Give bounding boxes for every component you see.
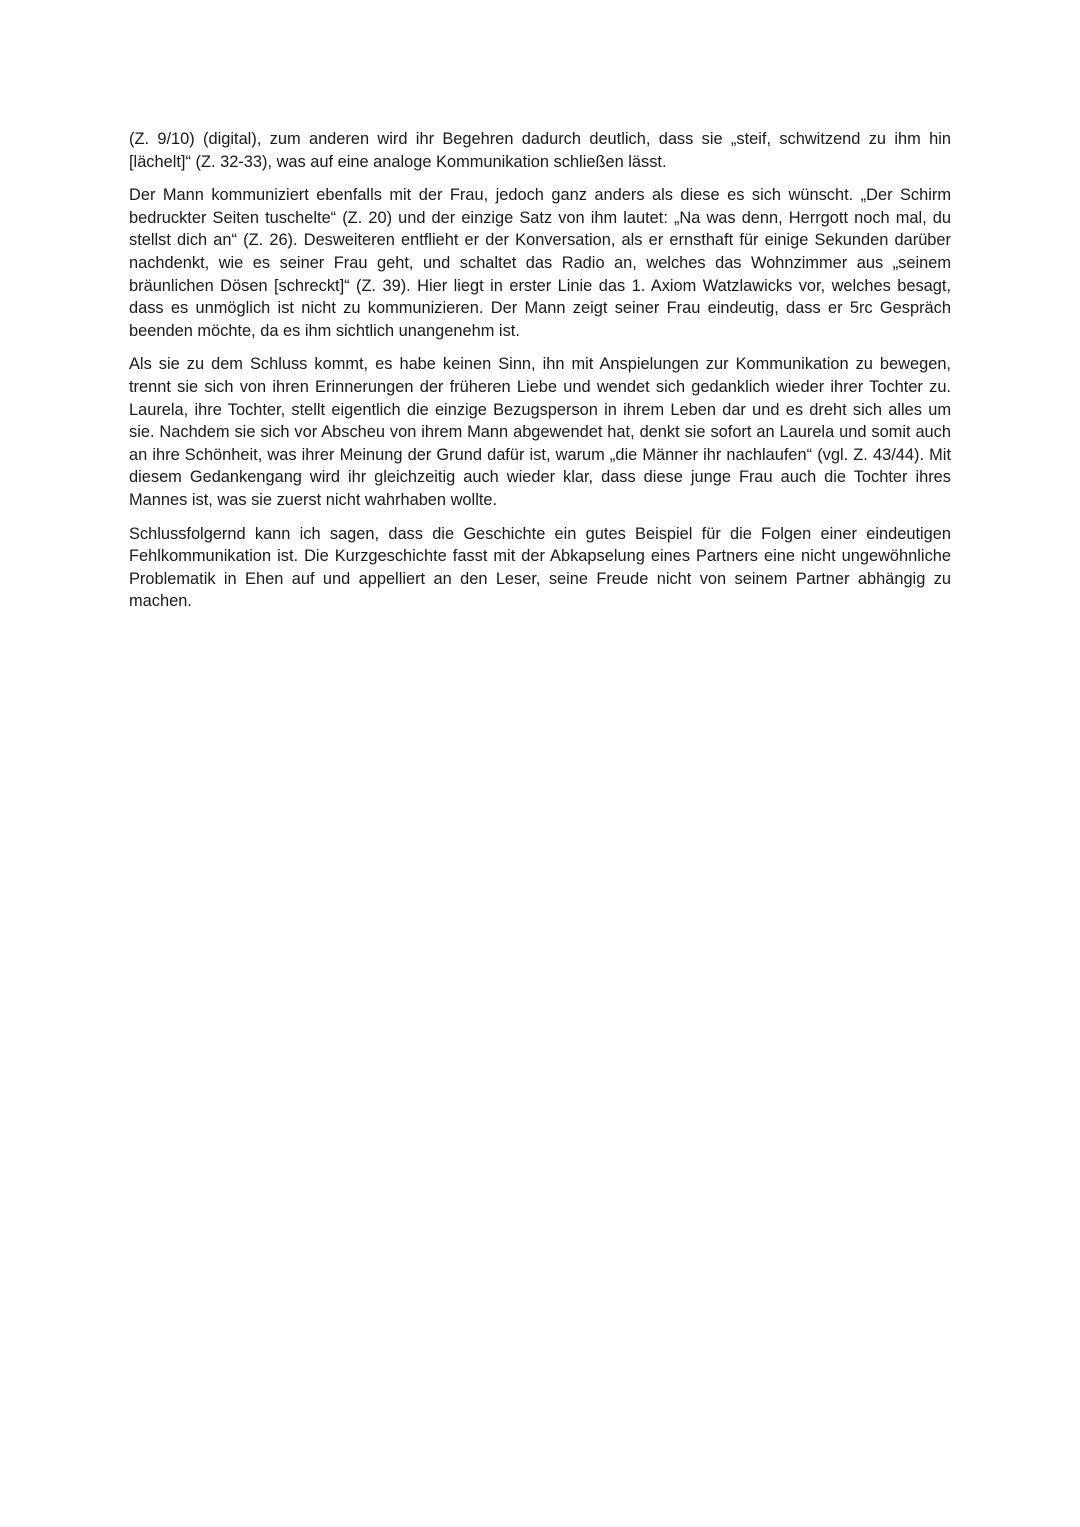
- document-body: [129, 128, 951, 624]
- paragraph-2: Der Mann kommuniziert ebenfalls mit der Frau, jedoch ganz anders als diese es sich wünscht. „Der Schirm bedruckter Seiten tuschelte“ (Z. 20) und der einzige Satz von ihm lautet: „Na was denn, Herrgott noch mal, du stellst dich an“ (Z. 26). Desweiteren entflieht er der Konversation, als er ernsthaft für einige Sekunden darüber nachdenkt, wie es seiner Frau geht, und schaltet das Radio an, welches das Wohnzimmer aus „seinem bräunlichen Dösen [schreckt]“ (Z. 39). Hier liegt in erster Linie das 1. Axiom Watzlawicks vor, welches besagt, dass es unmöglich ist nicht zu kommunizieren. Der Mann zeigt seiner Frau eindeutig, dass er 5rc Gespräch beenden möchte, da es ihm sichtlich unangenehm ist.: [129, 186, 951, 340]
- paragraph-4: Schlussfolgernd kann ich sagen, dass die Geschichte ein gutes Beispiel für die Folgen einer eindeutigen Fehlkommunikation ist. Die Kurzgeschichte fasst mit der Abkapselung eines Partners eine nicht ungewöhnliche Problematik in Ehen auf und appelliert an den Leser, seine Freude nicht von seinem Partner abhängig zu machen.: [129, 524, 951, 611]
- paragraph-1: (Z. 9/10) (digital), zum anderen wird ihr Begehren dadurch deutlich, dass sie „steif, schwitzend zu ihm hin [lächelt]“ (Z. 32-33), was auf eine analoge Kommunikation schließen lässt.: [129, 130, 951, 171]
- paragraph-3: Als sie zu dem Schluss kommt, es habe keinen Sinn, ihn mit Anspielungen zur Kommunikation zu bewegen, trennt sie sich von ihren Erinnerungen der früheren Liebe und wendet sich gedanklich wieder ihrer Tochter zu. Laurela, ihre Tochter, stellt eigentlich die einzige Bezugsperson in ihrem Leben dar und es dreht sich alles um sie. Nachdem sie sich vor Abscheu von ihrem Mann abgewendet hat, denkt sie sofort an Laurela und somit auch an ihre Schönheit, was ihrer Meinung der Grund dafür ist, warum „die Männer ihr nachlaufen“ (vgl. Z. 43/44). Mit diesem Gedankengang wird ihr gleichzeitig auch wieder klar, dass diese junge Frau auch die Tochter ihres Mannes ist, was sie zuerst nicht wahrhaben wollte.: [129, 355, 951, 509]
